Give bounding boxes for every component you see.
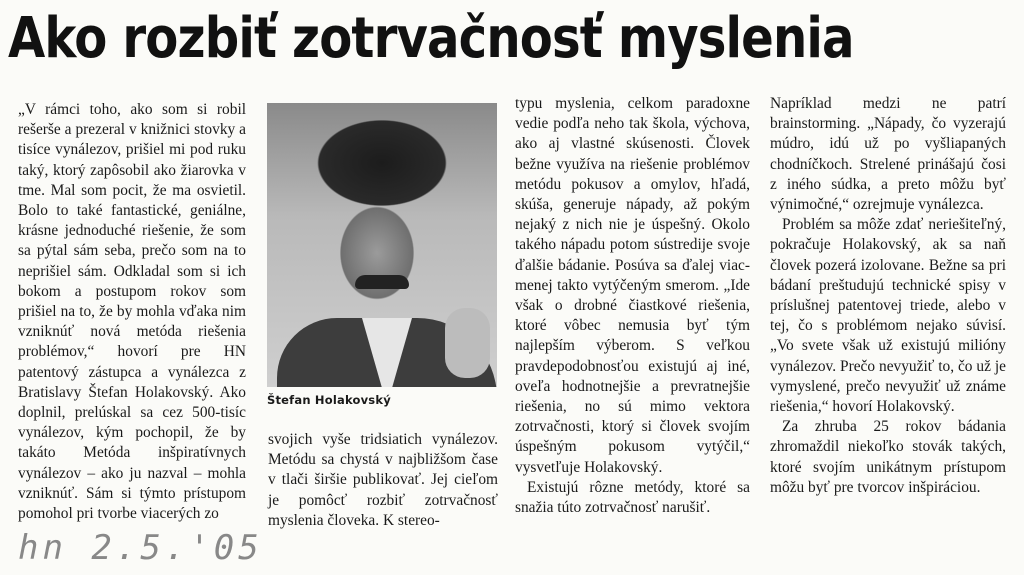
photo-caption: Štefan Holakovský	[267, 393, 391, 407]
paragraph: Problém sa môže zdať neriešiteľný, pokračuje Holakovský, ak sa naň človek pozerá izolovane. Bežne sa pri bádaní preštudujú technické spisy v príslušnej patentovej triede, alebo v tej, čo s problémom nejako súvisí. „Vo svete však už existujú milióny vynálezov. Prečo nevyužiť to, čo už je vymyslené, prečo nevyužiť už známe riešenia,“ hovorí Holakovský.	[770, 216, 1006, 416]
article-column-3	[515, 94, 750, 518]
article-column-4	[770, 94, 1006, 498]
photo-mustache	[355, 275, 409, 289]
paragraph: Za zhruba 25 rokov bádania zhromaždil niekoľko stovák takých, ktoré svojím unikátnym prístupom môžu byť pre tvorcov inšpiráciou.	[770, 418, 1006, 496]
paragraph: „V rámci toho, ako som si robil rešerše a prezeral v knižnici stovky a tisíce vynálezov, prišiel mi pod ruku taký, ktorý zapôsobil ako žiarovka v tme. Mal som pocit, že ma osvietil. Bolo to také fantastické, geniálne, krásne jednoduché riešenie, že som sa pýtal sám seba, prečo som na to neprišiel sám. Odkladal som si ich bokom a postupom rokov som prišiel na to, že by mohla vďaka nim vzniknúť nová metóda riešenia problémov,“ hovorí pre HN patentový zástupca a vynálezca z Bratislavy Štefan Holakovský. Ako doplnil, prelúskal sa cez 500-tisíc vynálezov, kým pochopil, že by takáto Metóda inšpiratívnych vynálezov – ako ju nazval – mohla vzniknúť. Sám si týmto prístupom pomohol pri tvorbe viacerých zo	[18, 101, 246, 523]
photo-hand	[445, 308, 490, 378]
article-column-2	[268, 430, 498, 531]
portrait-photo	[267, 103, 497, 387]
paragraph: Existujú rôzne metódy, ktoré sa snažia túto zotrvačnosť narušiť.	[515, 478, 750, 517]
headline: Ako rozbiť zotrvačnosť myslenia	[8, 6, 854, 71]
handwritten-date-note: hn 2.5.'05	[18, 528, 263, 568]
article-column-1	[18, 100, 246, 524]
paragraph: typu myslenia, celkom paradoxne vedie podľa neho tak škola, výchova, ako aj vlastné skúsenosti. Človek bežne využíva na riešenie problémov metódu pokusov a omylov, hľadá, skúša, generuje nápady, až pokým nejaký z nich nie je úspešný. Okolo takého nápadu potom sústredije svoje ďalšie bádanie. Posúva sa ďalej viac-menej takto vytýčeným smerom. „Ide však o drobné čiastkové riešenia, ktoré vôbec nemusia byť tým najlepším výberom. S veľkou pravdepodobnosťou existujú aj iné, oveľa hodnotnejšie a prevratnejšie riešenia, no sú mimo vektora zotrvačnosti, ktorý si človek svojím úspešným pokusom vytýčil,“ vysvetľuje Holakovský.	[515, 95, 750, 476]
paragraph: Napríklad medzi ne patrí brainstorming. „Nápady, čo vyzerajú múdro, idú už po vyšliapaných chodníčkoch. Strelené prinášajú čosi z iného súdka, a preto môžu byť výnimočné,“ ozrejmuje vynálezca.	[770, 95, 1006, 214]
paragraph: svojich vyše tridsiatich vynálezov. Metódu sa chystá v najbližšom čase v tlači širšie publikovať. Jej cieľom je pomôcť rozbiť zotrvačnosť myslenia človeka. K stereo-	[268, 431, 498, 529]
